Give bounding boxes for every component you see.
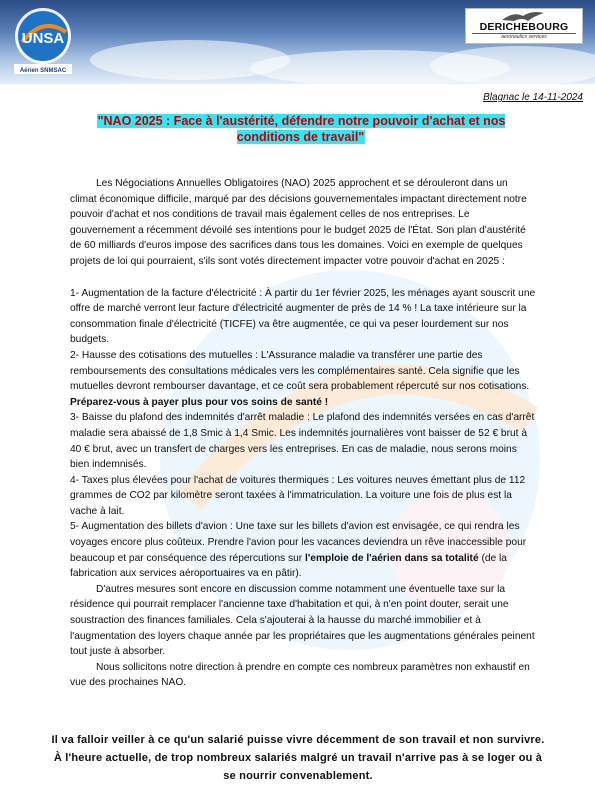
point-2: [70, 348, 536, 410]
derichebourg-name: DERICHEBOURG: [479, 21, 569, 33]
document-title: [96, 113, 506, 145]
point-4: 4- Taxes plus élevées pour l'achat de voitures thermiques : Les voitures neuves émettant plus de 112 grammes de CO2 par kilomètre seront taxées à l'immatriculation. La voiture une fois de plus est la vache à lait.: [70, 474, 526, 517]
spacer: [70, 270, 536, 286]
unsa-logo-sub: Aérien SNMSAC: [19, 68, 67, 74]
point-1: 1- Augmentation de la facture d'électricité : À partir du 1er février 2025, les ménages ayant souscrit une offre de marché verront leur facture d'électricité augmenter de près de 14 % ! La taxe intérieure sur la consommation finale d'électricité (TICFE) va être augmentée, ce qui va peser lourdement sur nos budgets.: [70, 287, 536, 346]
header-banner: [0, 0, 595, 84]
derichebourg-subtitle: aeronautics services: [501, 34, 547, 40]
closing-statement: Il va falloir veiller à ce qu'un salarié puisse vivre décemment de son travail et non survivre. À l'heure actuelle, de trop nombreux salariés malgré un travail n'arrive pas à se loger ou à se nourrir convenablement.: [51, 734, 545, 782]
point-5-tail: (de la fabrication aux services aéroportuaires va en pâtir).: [70, 552, 507, 580]
document-body: [70, 176, 536, 691]
title-text: "NAO 2025 : Face à l'austérité, défendre notre pouvoir d'achat et nos conditions de travail": [97, 114, 506, 144]
unsa-logo-text: UNSA: [21, 30, 65, 47]
point-5: [70, 519, 536, 581]
point-2-text: 2- Hausse des cotisations des mutuelles : L'Assurance maladie va transférer une partie des remboursements des consultations médicales vers les complémentaires santé. Cela signifie que les mutuelles devront rembourser davantage, et ce coût sera probablement répercuté sur nos cotisations.: [70, 349, 530, 393]
point-5-text: 5- Augmentation des billets d'avion : Une taxe sur les billets d'avion est envisagée, ce qui rendra les voyages encore plus coûteux. Prendre l'avion pour les vacances deviendra un rêve inaccessible pour beaucoup et par conséquence des répercutions sur: [70, 521, 527, 564]
banner-cloud: [430, 46, 595, 84]
point-3: 3- Baisse du plafond des indemnités d'arrêt maladie : Le plafond des indemnités versées en cas d'arrêt maladie sera abaissé de 1,8 Smic à 1,4 Smic. Les indemnités journalières vont baisser de 52 € brut à 40 € brut, avec un transfert de charges vers les entreprises. En cas de maladie, nous serons moins bien indemnisés.: [70, 412, 535, 471]
other-measures-paragraph: D'autres mesures sont encore en discussion comme notamment une éventuelle taxe sur la résidence qui pourrait remplacer l'ancienne taxe d'habitation et qui, à n'en point douter, serait une soustraction des finances familiales. Cela s'ajouterai à la hausse du marché immobilier et à l'augmentation des loyers chaque année par les propriétaires que les augmentations générales peinent tout juste à absorber.: [70, 583, 535, 658]
point-5-emphasis: l'emploie de l'aérien dans sa totalité: [305, 552, 479, 564]
derichebourg-logo: [465, 8, 583, 44]
document-date: Blagnac le 14-11-2024: [483, 92, 583, 103]
intro-paragraph: Les Négociations Annuelles Obligatoires (NAO) 2025 approchent et se dérouleront dans un climat économique difficile, marqué par des décisions gouvernementales impactant directement notre pouvoir d'achat et nos conditions de travail mais également celles de nos entreprises. Le gouvernement a récemment dévoilé ses intentions pour le budget 2025 de l'État. Son plan d'austérité de 60 milliards d'euros impose des sacrifices dans tous les domaines. Voici en exemple de quelques projets de loi qui pourraient, s'ils sont votés directement impacter votre pouvoir d'achat en 2025 :: [70, 178, 527, 267]
unsa-logo: [10, 6, 76, 76]
request-paragraph: Nous sollicitons notre direction à prendre en compte ces nombreux paramètres non exhaustif en vue des prochaines NAO.: [70, 661, 530, 689]
point-2-emphasis: Préparez-vous à payer plus pour vos soins de santé !: [70, 396, 329, 408]
